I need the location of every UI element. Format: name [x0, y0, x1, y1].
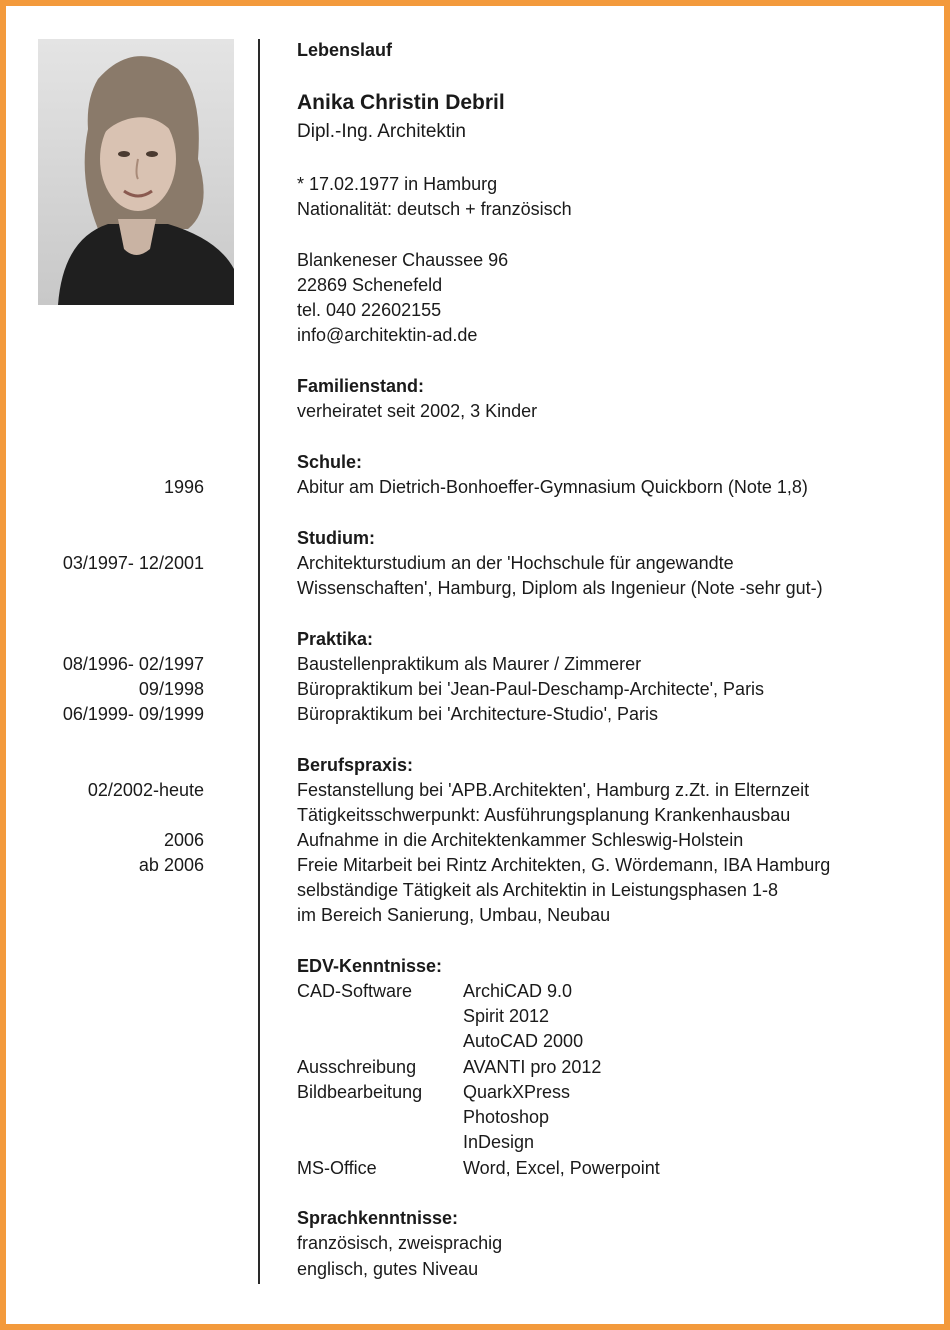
page-title: Lebenslauf [297, 40, 393, 60]
internship-date: 09/1998 [138, 679, 204, 699]
career-date: ab 2006 [138, 855, 204, 875]
it-value: AutoCAD 2000 [463, 1031, 584, 1051]
it-value: Word, Excel, Powerpoint [463, 1158, 660, 1178]
it-value: ArchiCAD 9.0 [463, 981, 573, 1001]
internship-text: Büropraktikum bei 'Architecture-Studio', Paris [297, 704, 659, 724]
it-category: Bildbearbeitung [297, 1082, 423, 1102]
career-text: Aufnahme in die Architektenkammer Schleswig-Holstein [297, 830, 744, 850]
study-line: Architekturstudium an der 'Hochschule für angewandte [297, 553, 734, 573]
it-heading: EDV-Kenntnisse: [297, 956, 443, 976]
it-category: CAD-Software [297, 981, 413, 1001]
career-heading: Berufspraxis: [297, 755, 414, 775]
column-divider [258, 39, 260, 1284]
family-heading: Familienstand: [297, 376, 425, 396]
study-date: 03/1997- 12/2001 [62, 553, 204, 573]
school-date: 1996 [163, 477, 204, 497]
address-street: Blankeneser Chaussee 96 [297, 250, 509, 270]
school-text: Abitur am Dietrich-Bonhoeffer-Gymnasium Quickborn (Note 1,8) [297, 477, 808, 497]
it-value: Spirit 2012 [463, 1006, 550, 1026]
internship-text: Baustellenpraktikum als Maurer / Zimmerer [297, 654, 642, 674]
internship-text: Büropraktikum bei 'Jean-Paul-Deschamp-Architecte', Paris [297, 679, 765, 699]
birth-info: * 17.02.1977 in Hamburg [297, 174, 498, 194]
internship-date: 08/1996- 02/1997 [62, 654, 204, 674]
it-value: AVANTI pro 2012 [463, 1057, 602, 1077]
languages-heading: Sprachkenntnisse: [297, 1208, 459, 1228]
it-value: Photoshop [463, 1107, 550, 1127]
school-heading: Schule: [297, 452, 363, 472]
internships-heading: Praktika: [297, 629, 374, 649]
career-text: Festanstellung bei 'APB.Architekten', Hamburg z.Zt. in Elternzeit [297, 780, 810, 800]
person-name: Anika Christin Debril [297, 91, 505, 114]
it-value: InDesign [463, 1132, 535, 1152]
it-category: Ausschreibung [297, 1057, 417, 1077]
it-category: MS-Office [297, 1158, 377, 1178]
study-line: Wissenschaften', Hamburg, Diplom als Ingenieur (Note -sehr gut-) [297, 578, 823, 598]
it-value: QuarkXPress [463, 1082, 571, 1102]
family-text: verheiratet seit 2002, 3 Kinder [297, 401, 538, 421]
study-heading: Studium: [297, 528, 375, 548]
language-item: französisch, zweisprachig [297, 1233, 503, 1253]
career-text: Freie Mitarbeit bei Rintz Architekten, G. Wördemann, IBA Hamburg [297, 855, 831, 875]
career-date: 2006 [163, 830, 204, 850]
portrait-photo [38, 39, 234, 305]
nationality: Nationalität: deutsch + französisch [297, 199, 572, 219]
portrait-icon [38, 39, 234, 305]
phone: tel. 040 22602155 [297, 300, 442, 320]
internship-date: 06/1999- 09/1999 [62, 704, 204, 724]
career-text: im Bereich Sanierung, Umbau, Neubau [297, 905, 611, 925]
address-city: 22869 Schenefeld [297, 275, 443, 295]
language-item: englisch, gutes Niveau [297, 1259, 479, 1279]
profession: Dipl.-Ing. Architektin [297, 121, 466, 142]
email-link[interactable]: info@architektin-ad.de [297, 325, 478, 345]
career-text: selbständige Tätigkeit als Architektin in Leistungsphasen 1-8 [297, 880, 778, 900]
career-date: 02/2002-heute [87, 780, 204, 800]
career-text: Tätigkeitsschwerpunkt: Ausführungsplanung Krankenhausbau [297, 805, 791, 825]
